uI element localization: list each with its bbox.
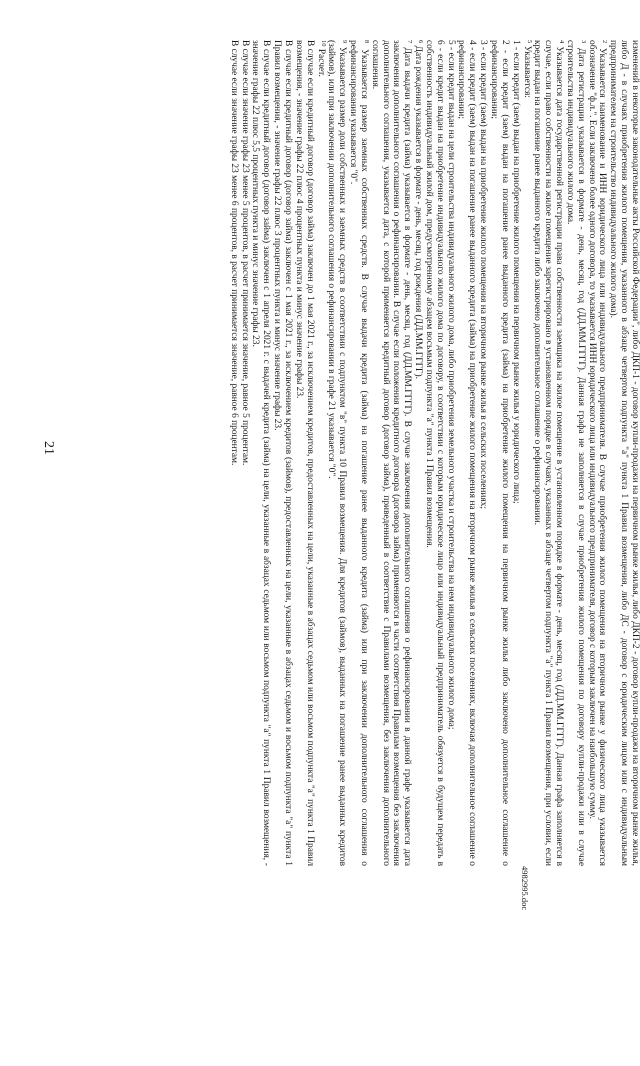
text-line xyxy=(293,40,315,866)
text-line-content: Дата регистрации указывается в формате - день, месяц, год (ДД.ММ.ГГГГ). Данная графа не заполняется в случае приобретения жилого помещения по договору купли-продажи или в случае строительства индивидуального жилого дома. xyxy=(564,40,586,866)
text-line xyxy=(456,40,478,866)
text-line xyxy=(412,40,423,866)
text-line-content: Расчет. xyxy=(315,46,326,77)
text-line-content: В случае если значение графы 23 менее 5 процентов, в расчет принимается значение, равное 5 процентам. xyxy=(239,40,250,466)
text-line xyxy=(271,40,293,866)
text-line-content: изменений в некоторые законодательные акты Российской Федерации", либо ДКП-1 - договор купли-продажи на первичном рынке жилья, либо ДКП-2 - договор купли-продажи на вторичном рынке жилья, либо Д - в случаях приобретения жилого помещения, указанного в абзаце четвертом подпункта "а" пункта 1 Правил возмещения, либо ДС - договор с юридическим лицом или с индивидуальным предпринимателем на строительство индивидуального жилого дома). xyxy=(608,40,640,866)
text-line-content: 5 - если кредит выдан на цели строительства индивидуального жилого дома, либо приобретения земельного участка и строительства на нем индивидуального жилого дома; xyxy=(445,40,456,730)
text-line-content: В случае если кредитный договор (договор займа) заключен с 1 мая 2021 г., за исключением кредитов (займов), предоставленных на цели, указанные в абзацах седьмом и восьмом подпункта "а" пункта 1 Правил возмещения, - значение графы 22 плюс 3 процентных пункта и минус значение графы 23. xyxy=(272,40,293,866)
footnote-marker: 10 xyxy=(319,40,327,47)
document-id: 4982995.doc xyxy=(520,866,530,911)
text-line xyxy=(423,40,445,866)
text-line xyxy=(521,40,532,866)
text-line xyxy=(445,40,456,866)
page-number: 21 xyxy=(41,441,56,455)
footnote-marker: 5 xyxy=(525,40,533,44)
text-line xyxy=(510,40,521,866)
text-line-content: 3 - если кредит (заем) выдан на приобретение жилого помещения на вторичном рынке жилья в сельских поселениях; xyxy=(478,40,489,510)
footnote-marker: 8 xyxy=(362,40,370,44)
text-line-content: В случае если кредитный договор (договор займа) заключен до 1 мая 2021 г., за исключением кредитов, предоставленных на цели, указанные в абзацах седьмом или восьмом подпункта "а" пункта 1 Правил возмещения, - значение графы 22 плюс 4 процентных пункта и минус значение графы 23. xyxy=(293,40,315,866)
text-line-content: Дата выдачи кредита (займа) указывается в формате - день, месяц, год (ДД.ММ.ГГГГ). В случае заключения дополнительного соглашения о рефинансировании в данной графе указывается дата заключения дополнительного соглашения о рефинансировании. В случае если положения кредитного договора (договора займа) применяются в части соответствия Правилам возмещения без заключения дополнительного соглашения, указывается дата, с которой применяется кредитный договор (договор займа), приведенный в соответствие с Правилами возмещения, без заключения дополнительного соглашения. xyxy=(369,40,413,866)
footnote-marker: 6 xyxy=(417,40,425,44)
text-line-content: В случае если кредитный договор (договор займа) заключен с 1 апреля 2021 г. с выдачей кредита (займа) на цели, указанные в абзацах седьмом или восьмом подпункта "а" пункта 1 Правил возмещения, - значение графы 22 плюс 5,5 процентных пункта и минус значение графы 23. xyxy=(250,40,272,866)
text-line-content: Указывается размер доли собственных и заемных средств в соответствии с подпунктом "в" пункта 10 Правил возмещения. Для кредитов (займов), выданных на погашение ранее выданных кредитов (займов), или при заключении дополнительного соглашения о рефинансировании в графе 21 указывается "0". xyxy=(326,40,348,866)
footnote-marker: 7 xyxy=(406,40,414,44)
text-line xyxy=(250,40,272,866)
text-line-content: 1 - если кредит (заем) выдан на приобретение жилого помещения на первичном рынке жилья у юридического лица; xyxy=(510,40,521,504)
text-line xyxy=(477,40,488,866)
footnote-marker: 9 xyxy=(341,40,349,44)
footnote-marker: 3 xyxy=(579,40,587,44)
text-line xyxy=(532,40,565,866)
text-line-content: 6 - если кредит выдан на приобретение индивидуального жилого дома по договору, в соответствии с которым юридическое лицо или индивидуальный предприниматель обязуется в будущем передать в собственность индивидуальный жилой дом, предусмотренному абзацем восьмым подпункта "а" пункта 1 Правил возмещения. xyxy=(423,40,445,866)
text-line-content: Дата рождения указывается в формате - день, месяц, год рождения (ДД.ММ.ГГГГ). xyxy=(413,43,424,379)
footnote-marker: 2 xyxy=(601,40,609,44)
text-line-content: В случае если значение графы 23 менее 6 процентов, в расчет принимается значение, равное 6 процентам. xyxy=(228,40,239,466)
text-line xyxy=(315,40,326,866)
text-line-content: Указывается размер заемных собственных средств. В случае выдачи кредита (займа) на погашение ранее выданного кредита (займа) или при заключении дополнительного соглашения о рефинансировании указывается "0". xyxy=(348,40,369,866)
footnote-marker: 4 xyxy=(558,40,566,44)
text-line xyxy=(607,40,640,866)
text-line-content: 4 - если кредит (заем) выдан на погашение ранее выданного кредита (займа) на приобретение жилого помещения на вторичном рынке жилья в сельских поселениях, включая дополнительное соглашение о рефинансировании; xyxy=(456,40,478,866)
text-line xyxy=(369,40,412,866)
text-line xyxy=(239,40,250,866)
text-line xyxy=(586,40,608,866)
text-line-content: Указывается наименование и ИНН юридического лица или индивидуального предпринимателя. В случае приобретения жилого помещения на вторичном рынке у физического лица указывается обозначение "ф.л.". Если заключено более одного договора, то указывается ИНН юридического лица или индивидуального предпринимателя, договор с которым заключен на наибольшую сумму. xyxy=(586,40,608,866)
text-line xyxy=(347,40,369,866)
text-line xyxy=(326,40,348,866)
text-line xyxy=(488,40,510,866)
text-line xyxy=(564,40,586,866)
text-line-content: Указывается: xyxy=(521,43,532,98)
text-line-content: 2 - если кредит (заем) выдан на погашение ранее выданного кредита (займа) на приобретение жилого помещения на первичном рынке жилья либо заключено дополнительное соглашение о рефинансировании; xyxy=(489,40,510,866)
footnotes-text xyxy=(60,40,640,866)
text-line-content: Указывается дата государственной регистрации права собственности заемщика на жилое помещение в установленном порядке в формате - день, месяц, год (ДД.ММ.ГГГГ). Данная графа заполняется в случае, если право собственности на жилое помещение зарегистрировано в установленном порядке в случаях, указанных в абзаце четвертом подпункта "а" пункта 1 Правил возмещения, при условии, если кредит выдан на погашение ранее выданного кредита либо заключено дополнительное соглашение о рефинансировании. xyxy=(532,40,565,866)
text-line xyxy=(228,40,239,866)
